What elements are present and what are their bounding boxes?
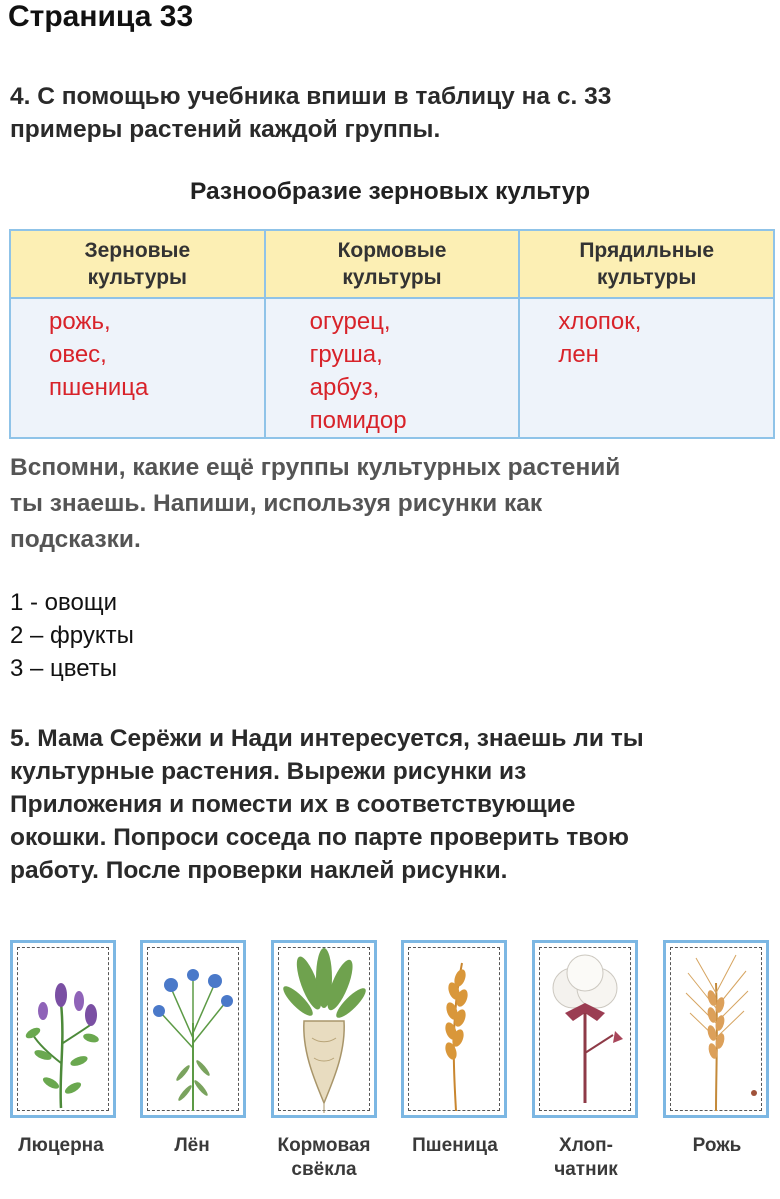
plant-label-flax: Лён	[174, 1135, 210, 1156]
answers-list	[10, 586, 134, 685]
table-title: Разнообразие зерновых культур	[189, 178, 591, 205]
cell-grain-crops	[10, 298, 265, 438]
answer-item: 2 – фрукты	[10, 622, 134, 649]
task-5-line: окошки. Попроси соседа по парте проверить твою	[10, 824, 629, 851]
list-item: лен	[558, 341, 599, 368]
list-item: арбуз,	[309, 374, 380, 401]
card-fodder-beet	[271, 940, 377, 1118]
task-5-line: работу. После проверки наклей рисунки.	[10, 857, 508, 884]
cotton-icon	[535, 943, 635, 1115]
remember-line: подсказки.	[10, 526, 141, 553]
answer-item: 1 - овощи	[10, 589, 118, 616]
page-title: Страница 33	[8, 0, 194, 33]
rye-icon	[666, 943, 766, 1115]
task-5-line: культурные растения. Вырежи рисунки из	[10, 758, 527, 785]
list-item: груша,	[309, 341, 383, 368]
wheat-icon	[404, 943, 504, 1115]
fodder-beet-icon	[274, 943, 374, 1115]
header-fodder-crops: Кормовые культуры	[265, 230, 520, 298]
remember-line: ты знаешь. Напиши, используя рисунки как	[10, 490, 543, 517]
crops-table	[9, 229, 775, 439]
card-wheat	[401, 940, 507, 1118]
plant-label-wheat: Пшеница	[412, 1135, 498, 1156]
list-item: помидор	[309, 407, 407, 434]
plant-cards	[9, 940, 775, 1120]
card-cotton	[532, 940, 638, 1118]
list-item: пшеница	[49, 374, 149, 401]
task-5-line: 5. Мама Серёжи и Нади интересуется, знаешь ли ты	[10, 725, 644, 752]
task-4-line: примеры растений каждой группы.	[10, 116, 441, 143]
remember-question	[10, 450, 770, 558]
header-spinning-crops: Прядильные культуры	[519, 230, 774, 298]
plant-label-rye: Рожь	[692, 1135, 742, 1156]
remember-line: Вспомни, какие ещё группы культурных растений	[10, 454, 621, 481]
table-answer-row	[10, 298, 774, 438]
card-flax	[140, 940, 246, 1118]
cell-spinning-crops	[519, 298, 774, 438]
plant-label-alfalfa: Люцерна	[18, 1135, 104, 1156]
task-5-text	[10, 722, 770, 887]
list-item: хлопок,	[558, 308, 642, 335]
alfalfa-icon	[13, 943, 113, 1115]
header-grain-crops: Зерновые культуры	[10, 230, 265, 298]
list-item: огурец,	[309, 308, 391, 335]
card-alfalfa	[10, 940, 116, 1118]
task-4-line: 4. С помощью учебника впиши в таблицу на с. 33	[10, 83, 612, 110]
answer-item: 3 – цветы	[10, 655, 118, 682]
task-4-text	[10, 80, 770, 146]
table-header-row	[10, 230, 774, 298]
list-item: рожь,	[49, 308, 111, 335]
card-rye	[663, 940, 769, 1118]
plant-label-fodder-beet: Кормовая свёкла	[277, 1135, 371, 1180]
cell-fodder-crops	[265, 298, 520, 438]
task-5-line: Приложения и помести их в соответствующие	[10, 791, 576, 818]
plant-label-cotton: Хлоп- чатник	[554, 1135, 618, 1180]
list-item: овес,	[49, 341, 107, 368]
flax-icon	[143, 943, 243, 1115]
